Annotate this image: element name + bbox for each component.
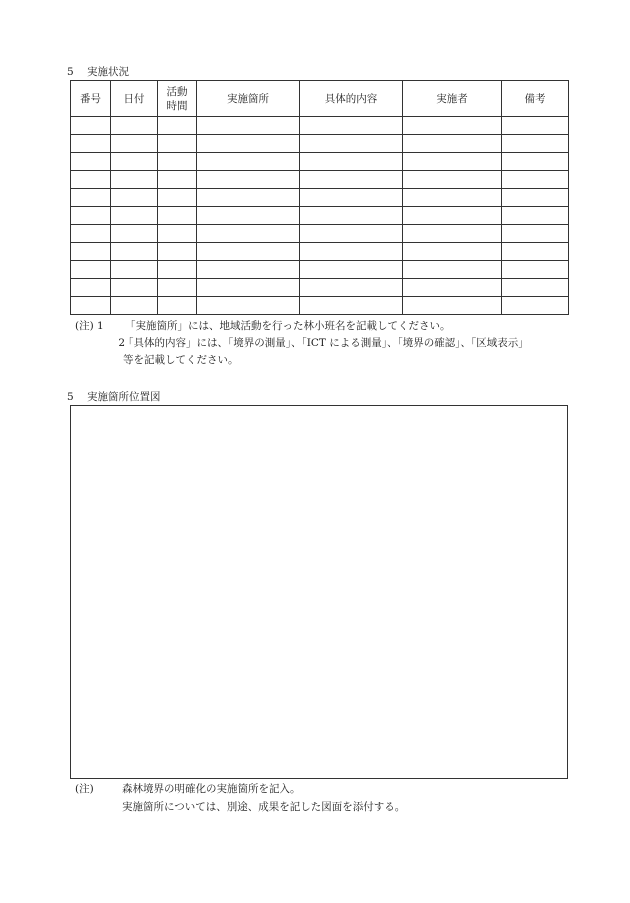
note-item-1-text: 「実施箇所」には、地域活動を行った林小班名を記載してください。 [125, 320, 451, 332]
header-location: 実施箇所 [197, 81, 300, 117]
note-1 [75, 318, 451, 335]
table-cell[interactable] [300, 207, 403, 225]
table-cell[interactable] [197, 117, 300, 135]
table-cell[interactable] [502, 117, 569, 135]
table-cell[interactable] [158, 135, 197, 153]
table-cell[interactable] [197, 135, 300, 153]
table-cell[interactable] [158, 171, 197, 189]
table-cell[interactable] [71, 171, 111, 189]
header-implementer: 実施者 [403, 81, 502, 117]
table-cell[interactable] [71, 135, 111, 153]
table-cell[interactable] [502, 279, 569, 297]
table-cell[interactable] [403, 261, 502, 279]
table-cell[interactable] [403, 135, 502, 153]
table-cell[interactable] [502, 225, 569, 243]
table-cell[interactable] [111, 261, 158, 279]
table-cell[interactable] [502, 261, 569, 279]
table-row [71, 243, 569, 261]
header-activity-time: 活動 時間 [158, 81, 197, 117]
table-cell[interactable] [197, 207, 300, 225]
table-cell[interactable] [300, 297, 403, 315]
table-cell[interactable] [403, 207, 502, 225]
table-cell[interactable] [111, 171, 158, 189]
table-cell[interactable] [197, 171, 300, 189]
map-note-line-1: 森林境界の明確化の実施箇所を記入。 [122, 783, 301, 795]
table-cell[interactable] [403, 225, 502, 243]
table-body [71, 117, 569, 315]
table-cell[interactable] [502, 207, 569, 225]
table-cell[interactable] [197, 261, 300, 279]
header-details: 具体的内容 [300, 81, 403, 117]
section-heading-status [67, 64, 129, 79]
table-row [71, 171, 569, 189]
table-cell[interactable] [197, 153, 300, 171]
status-table [70, 80, 569, 315]
table-cell[interactable] [502, 135, 569, 153]
table-cell[interactable] [300, 135, 403, 153]
section-number: 5 [67, 66, 74, 78]
table-cell[interactable] [502, 171, 569, 189]
note-item-2-text-line1: 「具体的内容」には、「境界の測量」、「ICT による測量」、「境界の確認」、「区域表示」 [123, 337, 529, 349]
header-number: 番号 [71, 81, 111, 117]
table-cell[interactable] [111, 207, 158, 225]
table-cell[interactable] [158, 207, 197, 225]
table-cell[interactable] [71, 189, 111, 207]
table-cell[interactable] [300, 117, 403, 135]
table-cell[interactable] [111, 117, 158, 135]
table-cell[interactable] [197, 189, 300, 207]
table-cell[interactable] [71, 153, 111, 171]
table-cell[interactable] [502, 243, 569, 261]
table-cell[interactable] [197, 279, 300, 297]
table-cell[interactable] [111, 153, 158, 171]
table-cell[interactable] [403, 171, 502, 189]
table-row [71, 207, 569, 225]
table-row [71, 135, 569, 153]
note-item-2-number: 2 [118, 337, 125, 349]
section-title: 実施状況 [87, 66, 129, 78]
table-cell[interactable] [300, 189, 403, 207]
table-cell[interactable] [158, 279, 197, 297]
table-cell[interactable] [71, 117, 111, 135]
table-cell[interactable] [403, 153, 502, 171]
map-note-2 [122, 799, 405, 816]
table-cell[interactable] [502, 297, 569, 315]
section-title: 実施箇所位置図 [87, 391, 161, 403]
table-cell[interactable] [300, 171, 403, 189]
table-row [71, 153, 569, 171]
table-cell[interactable] [502, 153, 569, 171]
table-cell[interactable] [158, 117, 197, 135]
table-cell[interactable] [197, 225, 300, 243]
table-cell[interactable] [71, 279, 111, 297]
note-2 [75, 335, 529, 352]
table-cell[interactable] [197, 243, 300, 261]
table-cell[interactable] [158, 153, 197, 171]
note-prefix: (注) 1 [75, 320, 104, 332]
table-cell[interactable] [71, 207, 111, 225]
map-note-line-2: 実施箇所については、別途、成果を記した図面を添付する。 [122, 801, 406, 813]
table-cell[interactable] [111, 279, 158, 297]
map-note-1 [75, 781, 301, 798]
table-row [71, 261, 569, 279]
note-item-2-text-line2: 等を記載してください。 [123, 354, 239, 366]
header-date: 日付 [111, 81, 158, 117]
table-row [71, 279, 569, 297]
table-cell[interactable] [300, 243, 403, 261]
table-cell[interactable] [300, 279, 403, 297]
table-cell[interactable] [158, 243, 197, 261]
table-cell[interactable] [403, 117, 502, 135]
table-cell[interactable] [71, 225, 111, 243]
table-row [71, 117, 569, 135]
table-cell[interactable] [111, 135, 158, 153]
table-cell[interactable] [197, 297, 300, 315]
table-header-row [71, 81, 569, 117]
table-cell[interactable] [403, 189, 502, 207]
header-remarks: 備考 [502, 81, 569, 117]
section-number: 5 [67, 391, 74, 403]
table-cell[interactable] [71, 297, 111, 315]
table-cell[interactable] [300, 225, 403, 243]
note-2-continued [123, 352, 239, 369]
table-cell[interactable] [403, 279, 502, 297]
table-cell[interactable] [158, 297, 197, 315]
map-note-prefix: (注) [75, 783, 94, 795]
table-cell[interactable] [71, 243, 111, 261]
table-cell[interactable] [300, 153, 403, 171]
table-cell[interactable] [158, 261, 197, 279]
table-cell[interactable] [403, 297, 502, 315]
table-row [71, 189, 569, 207]
location-map-box[interactable] [70, 405, 568, 779]
table-cell[interactable] [111, 297, 158, 315]
table-cell[interactable] [158, 225, 197, 243]
table-cell[interactable] [111, 243, 158, 261]
table-row [71, 297, 569, 315]
section-heading-map [67, 389, 161, 404]
table-cell[interactable] [111, 189, 158, 207]
table-cell[interactable] [71, 261, 111, 279]
table-cell[interactable] [300, 261, 403, 279]
table-cell[interactable] [158, 189, 197, 207]
table-cell[interactable] [111, 225, 158, 243]
table-cell[interactable] [502, 189, 569, 207]
table-row [71, 225, 569, 243]
table-cell[interactable] [403, 243, 502, 261]
